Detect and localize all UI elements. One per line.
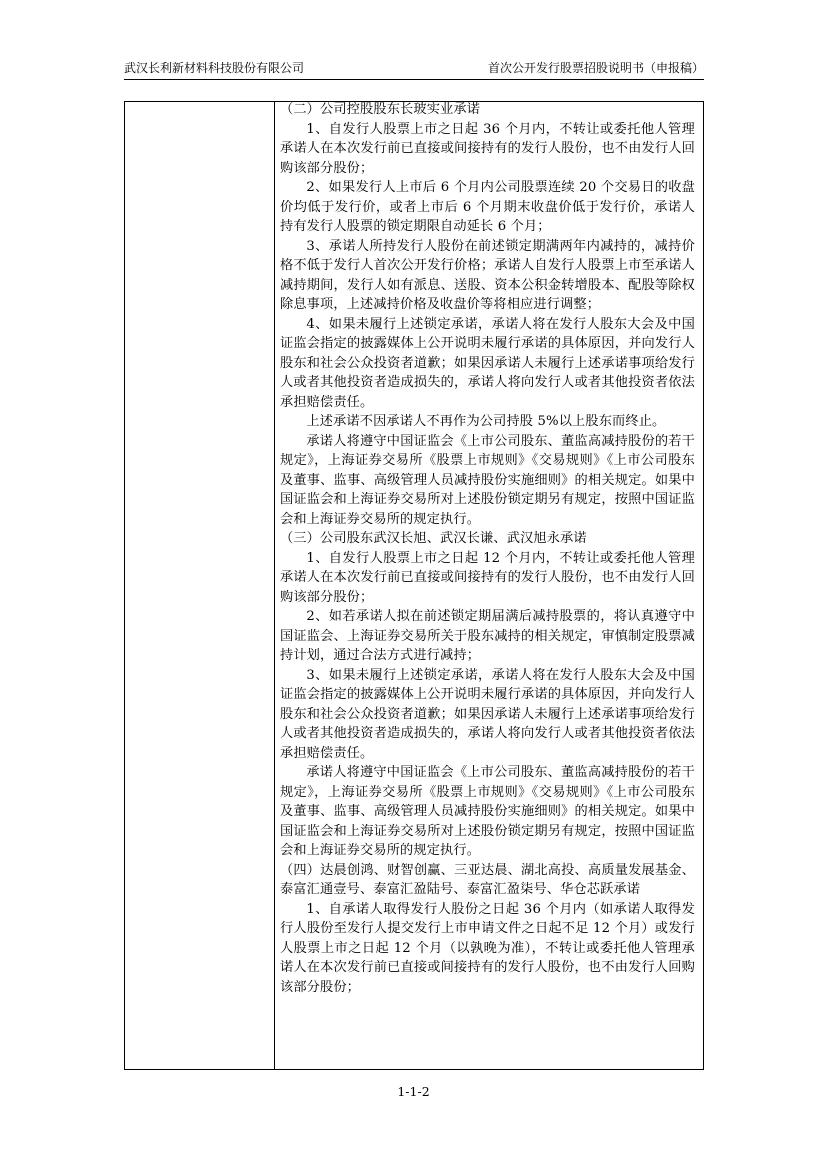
header-document-title: 首次公开发行股票招股说明书（申报稿） xyxy=(487,61,704,75)
header-divider xyxy=(124,79,704,80)
paragraph: 2、如若承诺人拟在前述锁定期届满后减持股票的，将认真遵守中国证监会、上海证券交易所关于股东减持的相关规定，审慎制定股票减持计划，通过合法方式进行减持； xyxy=(280,609,695,663)
paragraph: 承诺人将遵守中国证监会《上市公司股东、董监高减持股份的若干规定》，上海证券交易所《股票上市规则》《交易规则》《上市公司股东及董事、监事、高级管理人员减持股份实施细则》的相关规定。如果中国证监会和上海证券交易所对上述股份锁定期另有规定，按照中国证监会和上海证券交易所的规定执行。 xyxy=(280,765,695,858)
paragraph: 上述承诺不因承诺人不再作为公司持股 5%以上股东而终止。 xyxy=(306,414,666,429)
paragraph: 3、承诺人所持发行人股份在前述锁定期满两年内减持的，减持价格不低于发行人首次公开发行价格；承诺人自发行人股票上市至承诺人减持期间，发行人如有派息、送股、资本公积金转增股本、配股等除权除息事项，上述减持价格及收盘价等将相应进行调整； xyxy=(280,238,695,312)
paragraph: 3、如果未履行上述锁定承诺，承诺人将在发行人股东大会及中国证监会指定的披露媒体上公开说明未履行承诺的具体原因，并向发行人股东和社会公众投资者道歉；如果因承诺人未履行上述承诺事项给发行人或者其他投资者造成损失的，承诺人将向发行人或者其他投资者依法承担赔偿责任。 xyxy=(280,667,695,761)
section-heading: （二）公司控股股东长玻实业承诺 xyxy=(280,102,481,117)
paragraph: 2、如果发行人上市后 6 个月内公司股票连续 20 个交易日的收盘价均低于发行价，或者上市后 6 个月期末收盘价低于发行价，承诺人持有发行人股票的锁定期限自动延长 6 个月； xyxy=(280,180,695,234)
page-header xyxy=(124,58,704,78)
paragraph: 1、自发行人股票上市之日起 12 个月内，不转让或委托他人管理承诺人在本次发行前已直接或间接持有的发行人股份，也不由发行人回购该部分股份； xyxy=(280,550,695,605)
paragraph: 1、自发行人股票上市之日起 36 个月内，不转让或委托他人管理承诺人在本次发行前已直接或间接持有的发行人股份，也不由发行人回购该部分股份； xyxy=(280,121,695,176)
paragraph: 承诺人将遵守中国证监会《上市公司股东、董监高减持股份的若干规定》，上海证券交易所《股票上市规则》《交易规则》《上市公司股东及董事、监事、高级管理人员减持股份实施细则》的相关规定。如果中国证监会和上海证券交易所对上述股份锁定期另有规定，按照中国证监会和上海证券交易所的规定执行。 xyxy=(280,433,695,527)
page-number: 1-1-2 xyxy=(397,1084,430,1099)
section-heading: （四）达晨创鸿、财智创赢、三亚达晨、湖北高投、高质量发展基金、泰富汇通壹号、泰富汇盈陆号、泰富汇盈柒号、华仓芯跃承诺 xyxy=(280,862,695,897)
commitment-text-cell xyxy=(280,100,695,997)
header-company-name: 武汉长利新材料科技股份有限公司 xyxy=(124,61,305,75)
paragraph: 1、自承诺人取得发行人股份之日起 36 个月内（如承诺人取得发行人股份至发行人提交发行上市申请文件之日起不足 12 个月）或发行人股票上市之日起 12 个月（以孰晚为准），不转让或委托他人管理承诺人在本次发行前已直接或间接持有的发行人股份，也不由发行人回购该部分股份； xyxy=(280,901,695,995)
paragraph: 4、如果未履行上述锁定承诺，承诺人将在发行人股东大会及中国证监会指定的披露媒体上公开说明未履行承诺的具体原因，并向发行人股东和社会公众投资者道歉；如果因承诺人未履行上述承诺事项给发行人或者其他投资者造成损失的，承诺人将向发行人或者其他投资者依法承担赔偿责任。 xyxy=(280,316,695,410)
table-column-divider xyxy=(274,101,275,1070)
section-heading: （三）公司股东武汉长旭、武汉长谦、武汉旭永承诺 xyxy=(280,531,587,546)
